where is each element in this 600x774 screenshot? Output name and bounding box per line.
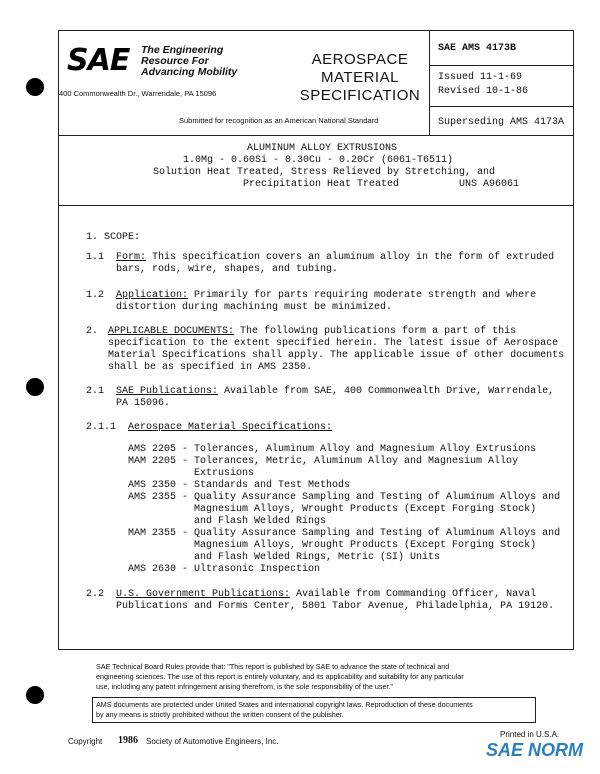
- section-heading: 1. SCOPE:: [86, 232, 141, 243]
- section-text: PA 15096.: [116, 398, 171, 409]
- sae-logo: SAE: [67, 43, 130, 78]
- section-text: Form: This specification covers an aluminum alloy in the form of extruded: [116, 252, 555, 263]
- section-heading: Aerospace Material Specifications:: [128, 422, 333, 433]
- document-type: AEROSPACE MATERIAL SPECIFICATION: [299, 51, 421, 104]
- section-number: 1.1: [86, 252, 105, 263]
- section-text: Publications and Forms Center, 5801 Tabor Avenue, Philadelphia, PA 19120.: [116, 601, 555, 612]
- doc-number: SAE AMS 4173B: [438, 43, 517, 54]
- reference-item: AMS 2630 - Ultrasonic Inspection: [128, 564, 321, 575]
- copyright-notice-box: AMS documents are protected under United States and international copyright laws. Reproduction of these documents by any means is strictly prohibited without the written consent of the publisher.: [92, 697, 536, 723]
- revised-date: Revised 10-1-86: [438, 86, 529, 97]
- binder-hole: [26, 78, 44, 96]
- copyright-year: 1986: [118, 735, 138, 746]
- reference-item: AMS 2355 - Quality Assurance Sampling and Testing of Aluminum Alloys and: [128, 492, 561, 503]
- printed-in: Printed in U.S.A.: [500, 730, 560, 739]
- section-text: distortion during machining must be minimized.: [116, 302, 393, 313]
- copyright-owner: Society of Automotive Engineers, Inc.: [146, 737, 279, 746]
- reference-item: Magnesium Alloys, Wrought Products (Except Forging Stock): [128, 504, 537, 515]
- title-line: ALUMINUM ALLOY EXTRUSIONS: [247, 143, 398, 154]
- reference-item: MAM 2205 - Tolerances, Metric, Aluminum Alloy and Magnesium Alloy: [128, 456, 519, 467]
- reference-item: AMS 2205 - Tolerances, Aluminum Alloy and Magnesium Alloy Extrusions: [128, 444, 537, 455]
- reference-item: Extrusions: [128, 468, 255, 479]
- title-line: Solution Heat Treated, Stress Relieved by Stretching, and: [153, 167, 496, 178]
- tagline: The Engineering Resource For Advancing Mobility: [141, 44, 238, 78]
- section-number: 2.: [86, 326, 99, 337]
- section-text: specification to the extent specified herein. The latest issue of Aerospace: [108, 338, 559, 349]
- section-number: 2.2: [86, 589, 105, 600]
- policy-text: engineering sciences. The use of this report is entirely voluntary, and its applicability and suitability for any particular: [96, 672, 464, 681]
- binder-hole: [26, 378, 44, 396]
- section-text: bars, rods, wire, shapes, and tubing.: [116, 264, 339, 275]
- uns-number: UNS A96061: [459, 179, 520, 190]
- reference-item: and Flash Welded Rings, Metric (SI) Units: [128, 552, 441, 563]
- section-text: shall be as specified in AMS 2350.: [108, 362, 313, 373]
- binder-hole: [26, 686, 44, 704]
- reference-item: Magnesium Alloys, Wrought Products (Except Forging Stock): [128, 540, 537, 551]
- policy-text: SAE Technical Board Rules provide that: "This report is published by SAE to advance the state of technical and: [96, 662, 450, 671]
- superseding: Superseding AMS 4173A: [438, 117, 565, 128]
- issued-date: Issued 11-1-69: [438, 72, 523, 83]
- section-text: APPLICABLE DOCUMENTS: The following publications form a part of this: [108, 326, 517, 337]
- copyright-label: Copyright: [68, 737, 103, 746]
- section-text: Material Specifications shall apply. The applicable issue of other documents: [108, 350, 565, 361]
- section-number: 2.1.1: [86, 422, 117, 433]
- section-text: U.S. Government Publications: Available from Commanding Officer, Naval: [116, 589, 537, 600]
- doc-info-box: [429, 31, 574, 135]
- section-number: 2.1: [86, 386, 105, 397]
- section-text: SAE Publications: Available from SAE, 400 Commonwealth Drive, Warrendale,: [116, 386, 555, 397]
- reference-item: AMS 2350 - Standards and Test Methods: [128, 480, 351, 491]
- submitted-note: Submitted for recognition as an American National Standard: [179, 116, 379, 125]
- title-block: [59, 135, 573, 206]
- section-text: Application: Primarily for parts requiring moderate strength and where: [116, 290, 537, 301]
- address: 400 Commonwealth Dr., Warrendale, PA 15096: [59, 89, 217, 98]
- title-line: Precipitation Heat Treated: [243, 179, 400, 190]
- title-line: 1.0Mg - 0.60Si - 0.30Cu - 0.20Cr (6061-T6511): [183, 155, 454, 166]
- brand-watermark: SAE NORM: [486, 740, 584, 760]
- section-number: 1.2: [86, 290, 105, 301]
- header: [59, 31, 573, 136]
- reference-item: MAM 2355 - Quality Assurance Sampling and Testing of Aluminum Alloys and: [128, 528, 561, 539]
- reference-item: and Flash Welded Rings: [128, 516, 327, 527]
- policy-text: use, including any patent infringement arising therefrom, is the sole responsibility of the user.": [96, 682, 393, 691]
